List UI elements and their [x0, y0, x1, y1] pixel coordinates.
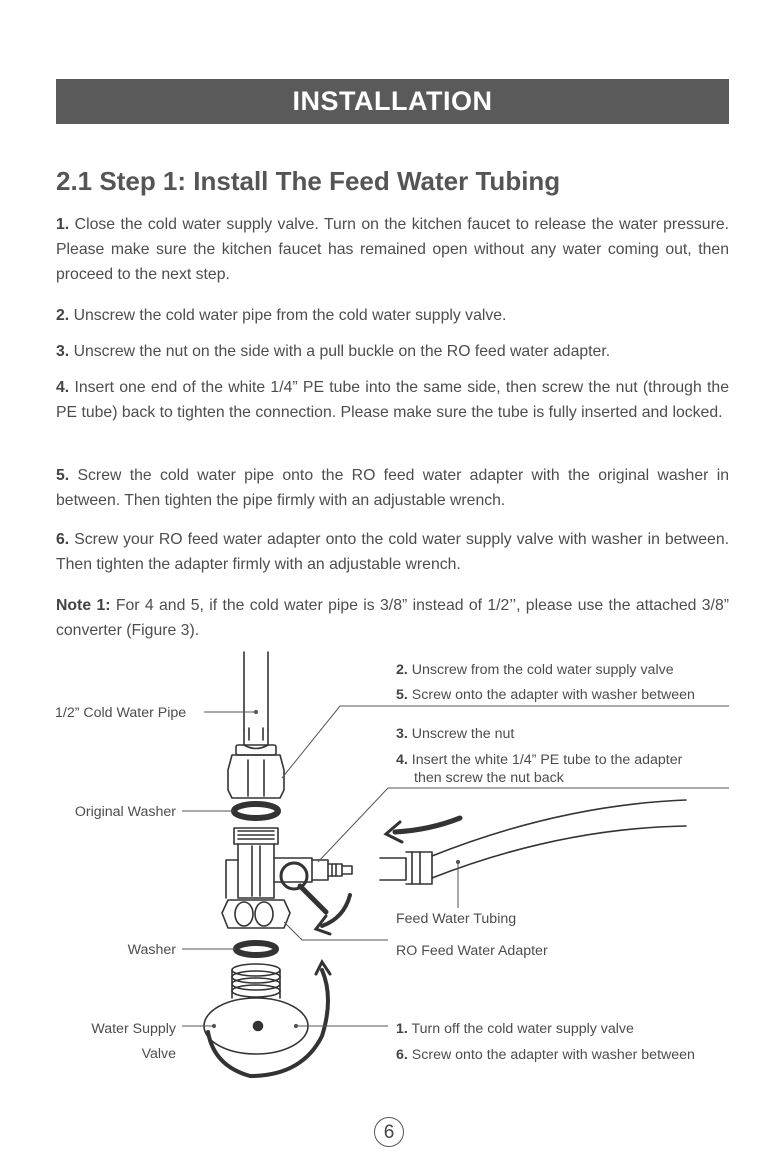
page-number: 6: [374, 1117, 404, 1147]
step-text: Unscrew the cold water pipe from the cold water supply valve.: [73, 307, 507, 324]
step-4: [56, 375, 729, 425]
label-water-supply: Water Supply: [91, 1021, 176, 1037]
washer: [236, 943, 276, 955]
callout-number: 5.: [396, 687, 408, 703]
section-title: 2.1 Step 1: Install The Feed Water Tubing: [56, 166, 561, 196]
callout-text: Unscrew the nut: [411, 726, 515, 742]
label-washer: Washer: [127, 942, 176, 958]
step-5: [56, 463, 729, 513]
step-number: 4.: [56, 379, 70, 396]
note-1: [56, 593, 729, 643]
callout-text: Unscrew from the cold water supply valve: [411, 662, 674, 678]
callout-number: 4.: [396, 752, 408, 768]
callout-step-1: [396, 1021, 634, 1037]
step-6: [56, 527, 729, 577]
callout-step-2: [396, 662, 674, 678]
callout-text: Insert the white 1/4” PE tube to the adapter: [411, 752, 683, 768]
callout-step-6: [396, 1047, 695, 1063]
original-washer: [234, 804, 278, 818]
step-text: Screw your RO feed water adapter onto the cold water supply valve with washer in between. Then tighten the adapter firmly with an adjustable wrench.: [56, 531, 730, 573]
step-number: 6.: [56, 531, 70, 548]
callout-number: 3.: [396, 726, 408, 742]
step-text: Screw the cold water pipe onto the RO feed water adapter with the original washer in between. Then tighten the pipe firmly with an adjustable wrench.: [56, 467, 729, 509]
step-number: 1.: [56, 216, 70, 233]
callout-text: Screw onto the adapter with washer between: [411, 687, 695, 703]
installation-diagram: [0, 640, 784, 1090]
step-3: [56, 339, 729, 364]
step-number: 3.: [56, 343, 70, 360]
callout-step-4-line2: then screw the nut back: [414, 770, 564, 786]
label-feed-water-tubing: Feed Water Tubing: [396, 911, 517, 927]
note-text: For 4 and 5, if the cold water pipe is 3/8” instead of 1/2’’, please use the attached 3/8” converter (Figure 3).: [56, 597, 729, 639]
section-banner: INSTALLATION: [56, 79, 729, 124]
ro-feed-water-adapter: [222, 828, 352, 928]
step-text: Insert one end of the white 1/4” PE tube into the same side, then screw the nut (through the PE tube) back to tighten the connection. Please make sure the tube is fully inserted and locked.: [56, 379, 729, 421]
step-2: [56, 303, 729, 328]
callout-number: 6.: [396, 1047, 408, 1063]
callout-number: 1.: [396, 1021, 408, 1037]
callout-step-5: [396, 687, 695, 703]
callout-step-4: [396, 752, 683, 768]
callout-step-3: [396, 726, 514, 742]
feed-water-tubing: [380, 800, 686, 884]
callout-number: 2.: [396, 662, 408, 678]
step-text: Close the cold water supply valve. Turn on the kitchen faucet to release the water pressure. Please make sure the kitchen faucet has remained open without any water coming out, then proceed to the next step.: [56, 216, 729, 283]
step-1: [56, 212, 729, 287]
label-cold-water-pipe: 1/2” Cold Water Pipe: [55, 705, 187, 721]
step-number: 5.: [56, 467, 70, 484]
label-ro-feed-water-adapter: RO Feed Water Adapter: [396, 943, 548, 959]
callout-text: Turn off the cold water supply valve: [411, 1021, 634, 1037]
step-text: Unscrew the nut on the side with a pull buckle on the RO feed water adapter.: [73, 343, 611, 360]
label-valve: Valve: [141, 1046, 176, 1062]
label-original-washer: Original Washer: [74, 804, 176, 820]
water-supply-valve: [204, 964, 308, 1054]
cold-water-pipe: [228, 652, 284, 798]
note-label: Note 1:: [56, 597, 111, 614]
step-number: 2.: [56, 307, 70, 324]
callout-text: Screw onto the adapter with washer between: [411, 1047, 695, 1063]
